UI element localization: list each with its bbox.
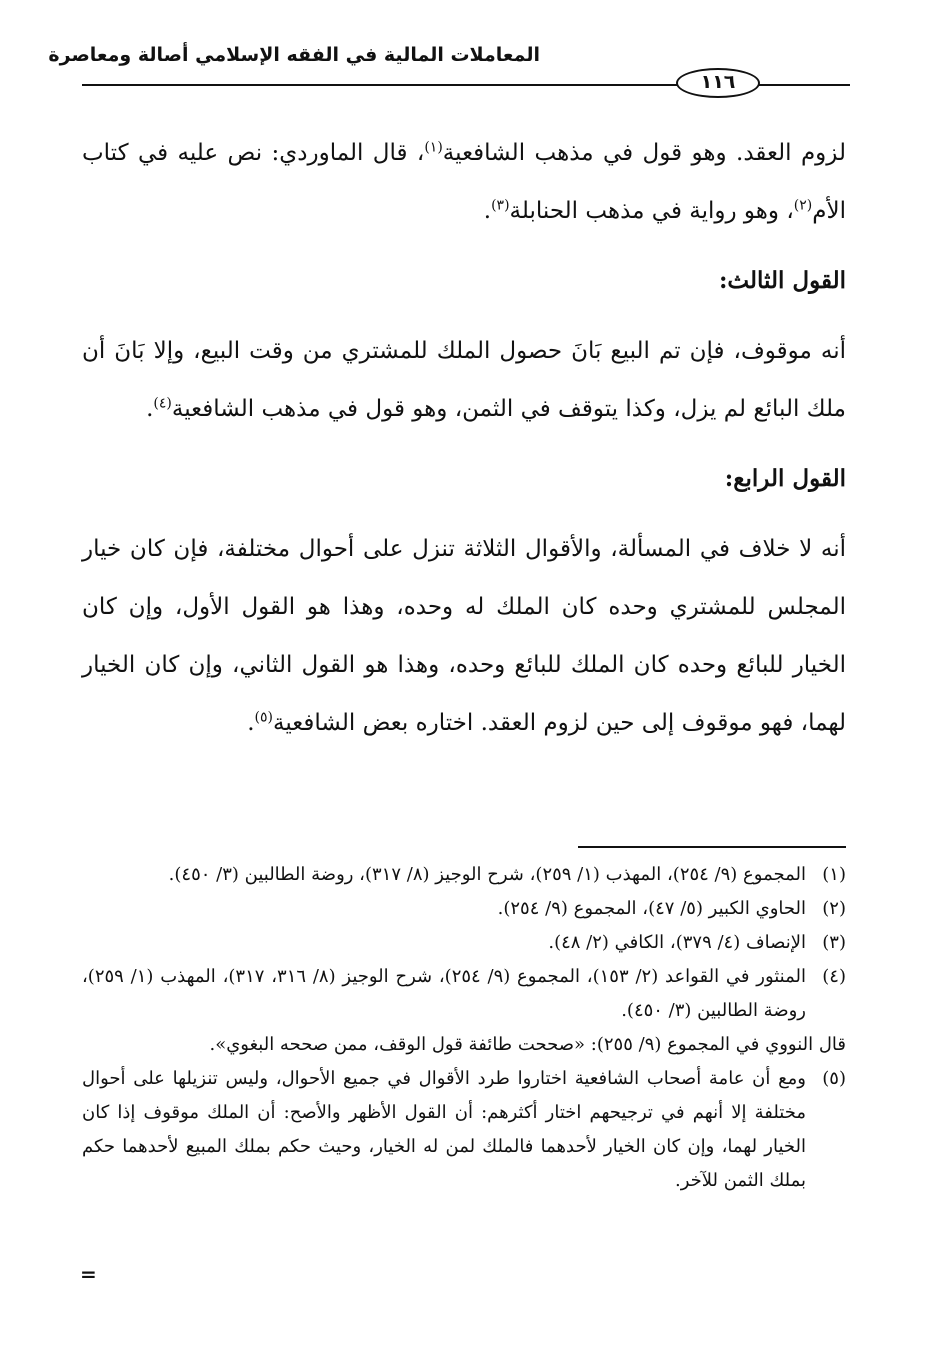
continuation-mark: = bbox=[80, 1262, 97, 1286]
footnote-4-note: قال النووي في المجموع (٩/ ٢٥٥): «صححت طائفة قول الوقف، ممن صححه البغوي». bbox=[209, 1034, 846, 1055]
footnote-5 bbox=[82, 1062, 846, 1198]
footnote-ref-3: (٣) bbox=[491, 197, 510, 214]
footnote-text: ومع أن عامة أصحاب الشافعية اختاروا طرد الأقوال في جميع الأحوال، وليس تنزيلها على أحوال مختلفة إلا أنهم في ترجيحهم اختار أكثرهم: أن القول الأظهر والأصح: أن الملك موقوف إذا كان الخيار لهما، وإن كان الخيار لأحدهما فالملك لمن له الخيار، وحيث حكم بملك المبيع لأحدهما حكم بملك الثمن للآخر. bbox=[82, 1068, 806, 1191]
footnote-number: (٢) bbox=[822, 898, 846, 919]
heading-third-opinion: القول الثالث: bbox=[718, 267, 846, 294]
footnote-2 bbox=[82, 892, 846, 926]
paragraph-text: أنه موقوف، فإن تم البيع بَانَ حصول الملك للمشتري من وقت البيع، وإلا بَانَ أن ملك البائع لم يزل، وكذا يتوقف في الثمن، وهو قول في مذهب الشافعية bbox=[82, 338, 846, 422]
paragraph-text: أنه لا خلاف في المسألة، والأقوال الثلاثة تنزل على أحوال مختلفة، فإن كان خيار المجلس للمشتري وحده كان الملك له وحده، وهذا هو القول الأول، وإن كان الخيار للبائع وحده كان الملك للبائع وحده، وهذا هو القول الثاني، وإن كان الخيار لهما، فهو موقوف إلى حين لزوم العقد. اختاره بعض الشافعية bbox=[82, 536, 846, 736]
footnote-4 bbox=[82, 960, 846, 1028]
footnote-ref-2: (٢) bbox=[793, 197, 813, 214]
footnote-1 bbox=[82, 858, 846, 892]
paragraph-3 bbox=[82, 322, 846, 438]
footnotes bbox=[82, 858, 846, 1198]
footnote-text: الإنصاف (٤/ ٣٧٩)، الكافي (٢/ ٤٨). bbox=[548, 932, 806, 953]
paragraph-text: ، وهو رواية في مذهب الحنابلة bbox=[509, 198, 794, 224]
footnote-number: (٣) bbox=[822, 932, 846, 953]
paragraph-text: ، قال الماوردي: نص عليه في كتاب الأم bbox=[82, 140, 846, 224]
footnote-ref-5: (٥) bbox=[254, 709, 273, 726]
paragraph-4 bbox=[82, 520, 846, 752]
paragraph-1 bbox=[82, 124, 846, 240]
footnote-number: (١) bbox=[822, 864, 846, 885]
footnote-3 bbox=[82, 926, 846, 960]
paragraph-text: لزوم العقد. وهو قول في مذهب الشافعية bbox=[442, 140, 846, 166]
footnote-ref-4: (٤) bbox=[153, 395, 172, 412]
main-text bbox=[82, 124, 846, 764]
footnote-text: الحاوي الكبير (٥/ ٤٧)، المجموع (٩/ ٢٥٤). bbox=[497, 898, 806, 919]
footnote-number: (٤) bbox=[822, 966, 846, 987]
running-title: المعاملات المالية في الفقه الإسلامي أصالة ومعاصرة bbox=[48, 44, 540, 66]
footnote-text: المنثور في القواعد (٢/ ١٥٣)، المجموع (٩/ ٢٥٤)، شرح الوجيز (٨/ ٣١٦، ٣١٧)، المهذب (١/ ٢٥٩)، روضة الطالبين (٣/ ٤٥٠). bbox=[82, 966, 806, 1021]
footnote-number: (٥) bbox=[822, 1068, 846, 1089]
footnote-ref-1: (١) bbox=[424, 139, 443, 156]
paragraph-text: . bbox=[247, 710, 255, 736]
paragraph-text: . bbox=[483, 198, 492, 224]
footnote-rule bbox=[578, 846, 846, 848]
page-number: ١١٦ bbox=[676, 68, 760, 98]
footnote-text: المجموع (٩/ ٢٥٤)، المهذب (١/ ٢٥٩)، شرح الوجيز (٨/ ٣١٧)، روضة الطالبين (٣/ ٤٥٠). bbox=[168, 864, 806, 885]
heading-fourth-opinion: القول الرابع: bbox=[724, 465, 846, 492]
paragraph-text: . bbox=[146, 396, 154, 422]
